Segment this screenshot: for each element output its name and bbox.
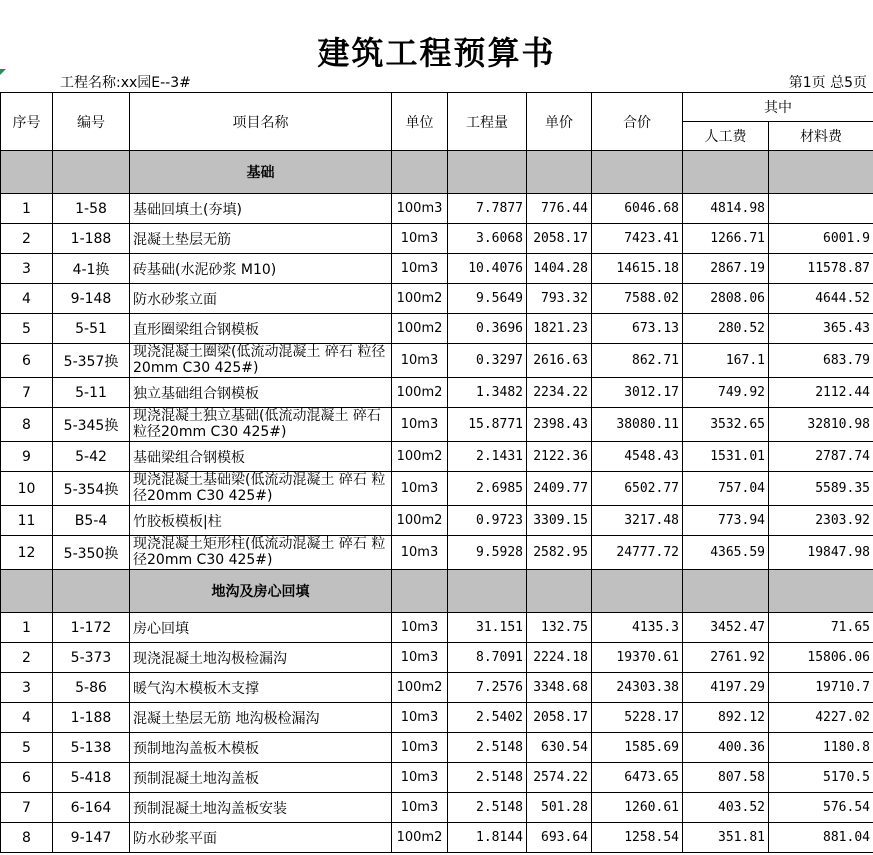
- cell-unit: 100m2: [392, 378, 448, 408]
- cell-total: 6046.68: [592, 194, 683, 224]
- table-row: [1, 673, 873, 703]
- cell-material: 15806.06: [769, 643, 873, 673]
- section-title: 地沟及房心回填: [130, 570, 392, 613]
- cell-qty: 0.9723: [448, 506, 527, 536]
- cell-price: 1821.23: [527, 314, 592, 344]
- cell-material: 2303.92: [769, 506, 873, 536]
- table-row: [1, 254, 873, 284]
- cell-code: 5-373: [53, 643, 130, 673]
- cell-unit: 100m2: [392, 442, 448, 472]
- cell-unit: 100m2: [392, 823, 448, 853]
- table-row: [1, 408, 873, 442]
- cell-total: 24303.38: [592, 673, 683, 703]
- cell-price: 2058.17: [527, 224, 592, 254]
- section-blank-cell: [448, 151, 527, 194]
- cell-seq: 2: [1, 224, 53, 254]
- table-body: [1, 151, 873, 853]
- section-blank-cell: [1, 570, 53, 613]
- cell-unit: 100m2: [392, 506, 448, 536]
- section-row: [1, 570, 873, 613]
- cell-material: [769, 194, 873, 224]
- cell-labor: 1531.01: [683, 442, 769, 472]
- section-blank-cell: [392, 151, 448, 194]
- cell-code: 5-418: [53, 763, 130, 793]
- table-row: [1, 472, 873, 506]
- cell-name-text: 现浇混凝土基础梁(低流动混凝土 碎石 粒径20mm C30 425#): [133, 472, 386, 504]
- section-blank-cell: [683, 570, 769, 613]
- cell-qty: 7.2576: [448, 673, 527, 703]
- table-row: [1, 823, 873, 853]
- cell-material: 683.79: [769, 344, 873, 378]
- cell-price: 501.28: [527, 793, 592, 823]
- cell-name: 混凝土垫层无筋: [130, 224, 392, 254]
- cell-labor: 2867.19: [683, 254, 769, 284]
- cell-comment-marker: [0, 69, 6, 75]
- cell-seq: 6: [1, 763, 53, 793]
- cell-material: 19710.7: [769, 673, 873, 703]
- cell-code: 6-164: [53, 793, 130, 823]
- cell-name: 预制地沟盖板木模板: [130, 733, 392, 763]
- cell-qty: 0.3297: [448, 344, 527, 378]
- cell-name: [130, 472, 392, 506]
- cell-seq: 8: [1, 408, 53, 442]
- header-price: 单价: [527, 93, 592, 151]
- cell-qty: 7.7877: [448, 194, 527, 224]
- cell-unit: 10m3: [392, 344, 448, 378]
- cell-total: 7423.41: [592, 224, 683, 254]
- cell-price: 2582.95: [527, 536, 592, 570]
- cell-qty: 2.5148: [448, 733, 527, 763]
- cell-price: 3309.15: [527, 506, 592, 536]
- cell-total: 7588.02: [592, 284, 683, 314]
- cell-qty: 31.151: [448, 613, 527, 643]
- table-row: [1, 314, 873, 344]
- section-blank-cell: [53, 570, 130, 613]
- cell-qty: 2.5148: [448, 793, 527, 823]
- cell-code: B5-4: [53, 506, 130, 536]
- table-row: [1, 442, 873, 472]
- cell-unit: 100m2: [392, 673, 448, 703]
- cell-name: 直形圈梁组合钢模板: [130, 314, 392, 344]
- cell-code: 5-11: [53, 378, 130, 408]
- cell-unit: 10m3: [392, 224, 448, 254]
- cell-code: 4-1换: [53, 254, 130, 284]
- cell-total: 1260.61: [592, 793, 683, 823]
- cell-name: 竹胶板模板|柱: [130, 506, 392, 536]
- section-blank-cell: [769, 151, 873, 194]
- cell-qty: 10.4076: [448, 254, 527, 284]
- cell-total: 4548.43: [592, 442, 683, 472]
- cell-labor: 773.94: [683, 506, 769, 536]
- cell-price: 3348.68: [527, 673, 592, 703]
- cell-name: 基础梁组合钢模板: [130, 442, 392, 472]
- table-row: [1, 506, 873, 536]
- cell-code: 1-58: [53, 194, 130, 224]
- cell-seq: 4: [1, 703, 53, 733]
- cell-name-text: 现浇混凝土圈梁(低流动混凝土 碎石 粒径20mm C30 425#): [133, 344, 386, 376]
- cell-material: 32810.98: [769, 408, 873, 442]
- cell-qty: 2.5148: [448, 763, 527, 793]
- cell-name: 砖基础(水泥砂浆 M10): [130, 254, 392, 284]
- header-code: 编号: [53, 93, 130, 151]
- table-row: [1, 733, 873, 763]
- cell-labor: 403.52: [683, 793, 769, 823]
- cell-labor: 351.81: [683, 823, 769, 853]
- section-blank-cell: [769, 570, 873, 613]
- cell-seq: 6: [1, 344, 53, 378]
- cell-seq: 7: [1, 793, 53, 823]
- cell-labor: 757.04: [683, 472, 769, 506]
- cell-name: [130, 536, 392, 570]
- cell-material: 71.65: [769, 613, 873, 643]
- cell-code: 5-138: [53, 733, 130, 763]
- section-blank-cell: [527, 151, 592, 194]
- cell-price: 693.64: [527, 823, 592, 853]
- cell-seq: 12: [1, 536, 53, 570]
- cell-labor: 2761.92: [683, 643, 769, 673]
- cell-code: 1-188: [53, 703, 130, 733]
- cell-name: 房心回填: [130, 613, 392, 643]
- budget-table: [0, 92, 873, 853]
- cell-seq: 11: [1, 506, 53, 536]
- table-row: [1, 613, 873, 643]
- cell-unit: 10m3: [392, 733, 448, 763]
- cell-material: 4644.52: [769, 284, 873, 314]
- cell-labor: 749.92: [683, 378, 769, 408]
- table-row: [1, 536, 873, 570]
- cell-price: 2234.22: [527, 378, 592, 408]
- cell-total: 3217.48: [592, 506, 683, 536]
- cell-name-text: 现浇混凝土独立基础(低流动混凝土 碎石 粒径20mm C30 425#): [133, 408, 381, 440]
- cell-total: 1585.69: [592, 733, 683, 763]
- header-name: 项目名称: [130, 93, 392, 151]
- cell-price: 2616.63: [527, 344, 592, 378]
- table-row: [1, 378, 873, 408]
- cell-material: 6001.9: [769, 224, 873, 254]
- cell-price: 132.75: [527, 613, 592, 643]
- cell-seq: 1: [1, 613, 53, 643]
- cell-total: 38080.11: [592, 408, 683, 442]
- section-row: [1, 151, 873, 194]
- cell-code: 5-51: [53, 314, 130, 344]
- cell-seq: 10: [1, 472, 53, 506]
- cell-code: 5-357换: [53, 344, 130, 378]
- cell-unit: 10m3: [392, 643, 448, 673]
- cell-qty: 2.6985: [448, 472, 527, 506]
- cell-labor: 3532.65: [683, 408, 769, 442]
- cell-unit: 10m3: [392, 763, 448, 793]
- cell-price: 2224.18: [527, 643, 592, 673]
- cell-qty: 9.5928: [448, 536, 527, 570]
- cell-price: 2409.77: [527, 472, 592, 506]
- cell-unit: 10m3: [392, 472, 448, 506]
- cell-unit: 10m3: [392, 254, 448, 284]
- cell-total: 14615.18: [592, 254, 683, 284]
- cell-price: 2122.36: [527, 442, 592, 472]
- cell-name: 防水砂浆平面: [130, 823, 392, 853]
- section-blank-cell: [527, 570, 592, 613]
- cell-unit: 10m3: [392, 408, 448, 442]
- cell-total: 24777.72: [592, 536, 683, 570]
- cell-name: 基础回填土(夯填): [130, 194, 392, 224]
- cell-name: 混凝土垫层无筋 地沟极检漏沟: [130, 703, 392, 733]
- cell-seq: 7: [1, 378, 53, 408]
- cell-code: 9-147: [53, 823, 130, 853]
- cell-code: 5-350换: [53, 536, 130, 570]
- cell-qty: 3.6068: [448, 224, 527, 254]
- cell-unit: 100m3: [392, 194, 448, 224]
- cell-name: 独立基础组合钢模板: [130, 378, 392, 408]
- cell-code: 1-188: [53, 224, 130, 254]
- table-row: [1, 194, 873, 224]
- cell-material: 4227.02: [769, 703, 873, 733]
- cell-qty: 15.8771: [448, 408, 527, 442]
- section-blank-cell: [392, 570, 448, 613]
- section-blank-cell: [592, 151, 683, 194]
- cell-labor: 400.36: [683, 733, 769, 763]
- cell-code: 1-172: [53, 613, 130, 643]
- cell-name: 暖气沟木模板木支撑: [130, 673, 392, 703]
- table-row: [1, 763, 873, 793]
- cell-qty: 2.5402: [448, 703, 527, 733]
- cell-total: 1258.54: [592, 823, 683, 853]
- cell-unit: 100m2: [392, 314, 448, 344]
- cell-code: 5-42: [53, 442, 130, 472]
- cell-total: 862.71: [592, 344, 683, 378]
- cell-qty: 1.3482: [448, 378, 527, 408]
- cell-qty: 0.3696: [448, 314, 527, 344]
- cell-material: 2787.74: [769, 442, 873, 472]
- header-of-which: 其中: [683, 93, 873, 122]
- cell-qty: 1.8144: [448, 823, 527, 853]
- cell-material: 5170.5: [769, 763, 873, 793]
- cell-material: 5589.35: [769, 472, 873, 506]
- section-blank-cell: [683, 151, 769, 194]
- table-row: [1, 284, 873, 314]
- cell-price: 2058.17: [527, 703, 592, 733]
- section-blank-cell: [592, 570, 683, 613]
- cell-name: [130, 408, 392, 442]
- cell-code: 5-354换: [53, 472, 130, 506]
- header-seq: 序号: [1, 93, 53, 151]
- cell-unit: 10m3: [392, 703, 448, 733]
- cell-total: 3012.17: [592, 378, 683, 408]
- cell-name: 预制混凝土地沟盖板安装: [130, 793, 392, 823]
- section-blank-cell: [53, 151, 130, 194]
- cell-labor: 3452.47: [683, 613, 769, 643]
- cell-material: 365.43: [769, 314, 873, 344]
- cell-total: 5228.17: [592, 703, 683, 733]
- cell-name: 防水砂浆立面: [130, 284, 392, 314]
- cell-name-text: 现浇混凝土矩形柱(低流动混凝土 碎石 粒径20mm C30 425#): [133, 536, 386, 568]
- cell-seq: 9: [1, 442, 53, 472]
- cell-material: 19847.98: [769, 536, 873, 570]
- header-labor: 人工费: [683, 122, 769, 151]
- table-row: [1, 224, 873, 254]
- cell-labor: 892.12: [683, 703, 769, 733]
- cell-seq: 5: [1, 314, 53, 344]
- cell-labor: 4365.59: [683, 536, 769, 570]
- page-title: 建筑工程预算书: [317, 34, 556, 72]
- table-row: [1, 793, 873, 823]
- cell-qty: 9.5649: [448, 284, 527, 314]
- cell-labor: 280.52: [683, 314, 769, 344]
- cell-material: 11578.87: [769, 254, 873, 284]
- cell-material: 1180.8: [769, 733, 873, 763]
- cell-labor: 2808.06: [683, 284, 769, 314]
- cell-seq: 3: [1, 673, 53, 703]
- cell-total: 4135.3: [592, 613, 683, 643]
- cell-price: 2574.22: [527, 763, 592, 793]
- cell-code: 9-148: [53, 284, 130, 314]
- page-info: 第1页 总5页: [788, 75, 867, 91]
- cell-code: 5-345换: [53, 408, 130, 442]
- cell-price: 2398.43: [527, 408, 592, 442]
- cell-seq: 8: [1, 823, 53, 853]
- cell-total: 673.13: [592, 314, 683, 344]
- section-blank-cell: [448, 570, 527, 613]
- cell-labor: 4814.98: [683, 194, 769, 224]
- cell-labor: 807.58: [683, 763, 769, 793]
- cell-qty: 8.7091: [448, 643, 527, 673]
- header-qty: 工程量: [448, 93, 527, 151]
- section-title: 基础: [130, 151, 392, 194]
- cell-material: 881.04: [769, 823, 873, 853]
- cell-labor: 167.1: [683, 344, 769, 378]
- section-blank-cell: [1, 151, 53, 194]
- cell-price: 1404.28: [527, 254, 592, 284]
- cell-total: 19370.61: [592, 643, 683, 673]
- cell-name: 现浇混凝土地沟极检漏沟: [130, 643, 392, 673]
- cell-seq: 5: [1, 733, 53, 763]
- cell-price: 776.44: [527, 194, 592, 224]
- header-unit: 单位: [392, 93, 448, 151]
- table-row: [1, 344, 873, 378]
- cell-labor: 1266.71: [683, 224, 769, 254]
- cell-seq: 4: [1, 284, 53, 314]
- cell-seq: 3: [1, 254, 53, 284]
- cell-code: 5-86: [53, 673, 130, 703]
- cell-name: 预制混凝土地沟盖板: [130, 763, 392, 793]
- cell-price: 793.32: [527, 284, 592, 314]
- cell-unit: 10m3: [392, 613, 448, 643]
- cell-qty: 2.1431: [448, 442, 527, 472]
- cell-price: 630.54: [527, 733, 592, 763]
- project-name: 工程名称:xx园E--3#: [60, 75, 191, 91]
- cell-unit: 10m3: [392, 536, 448, 570]
- table-row: [1, 703, 873, 733]
- cell-seq: 1: [1, 194, 53, 224]
- cell-unit: 100m2: [392, 284, 448, 314]
- cell-seq: 2: [1, 643, 53, 673]
- header-total: 合价: [592, 93, 683, 151]
- cell-material: 576.54: [769, 793, 873, 823]
- cell-labor: 4197.29: [683, 673, 769, 703]
- cell-total: 6502.77: [592, 472, 683, 506]
- cell-total: 6473.65: [592, 763, 683, 793]
- table-row: [1, 643, 873, 673]
- cell-name: [130, 344, 392, 378]
- header-material: 材料费: [769, 122, 873, 151]
- cell-material: 2112.44: [769, 378, 873, 408]
- cell-unit: 10m3: [392, 793, 448, 823]
